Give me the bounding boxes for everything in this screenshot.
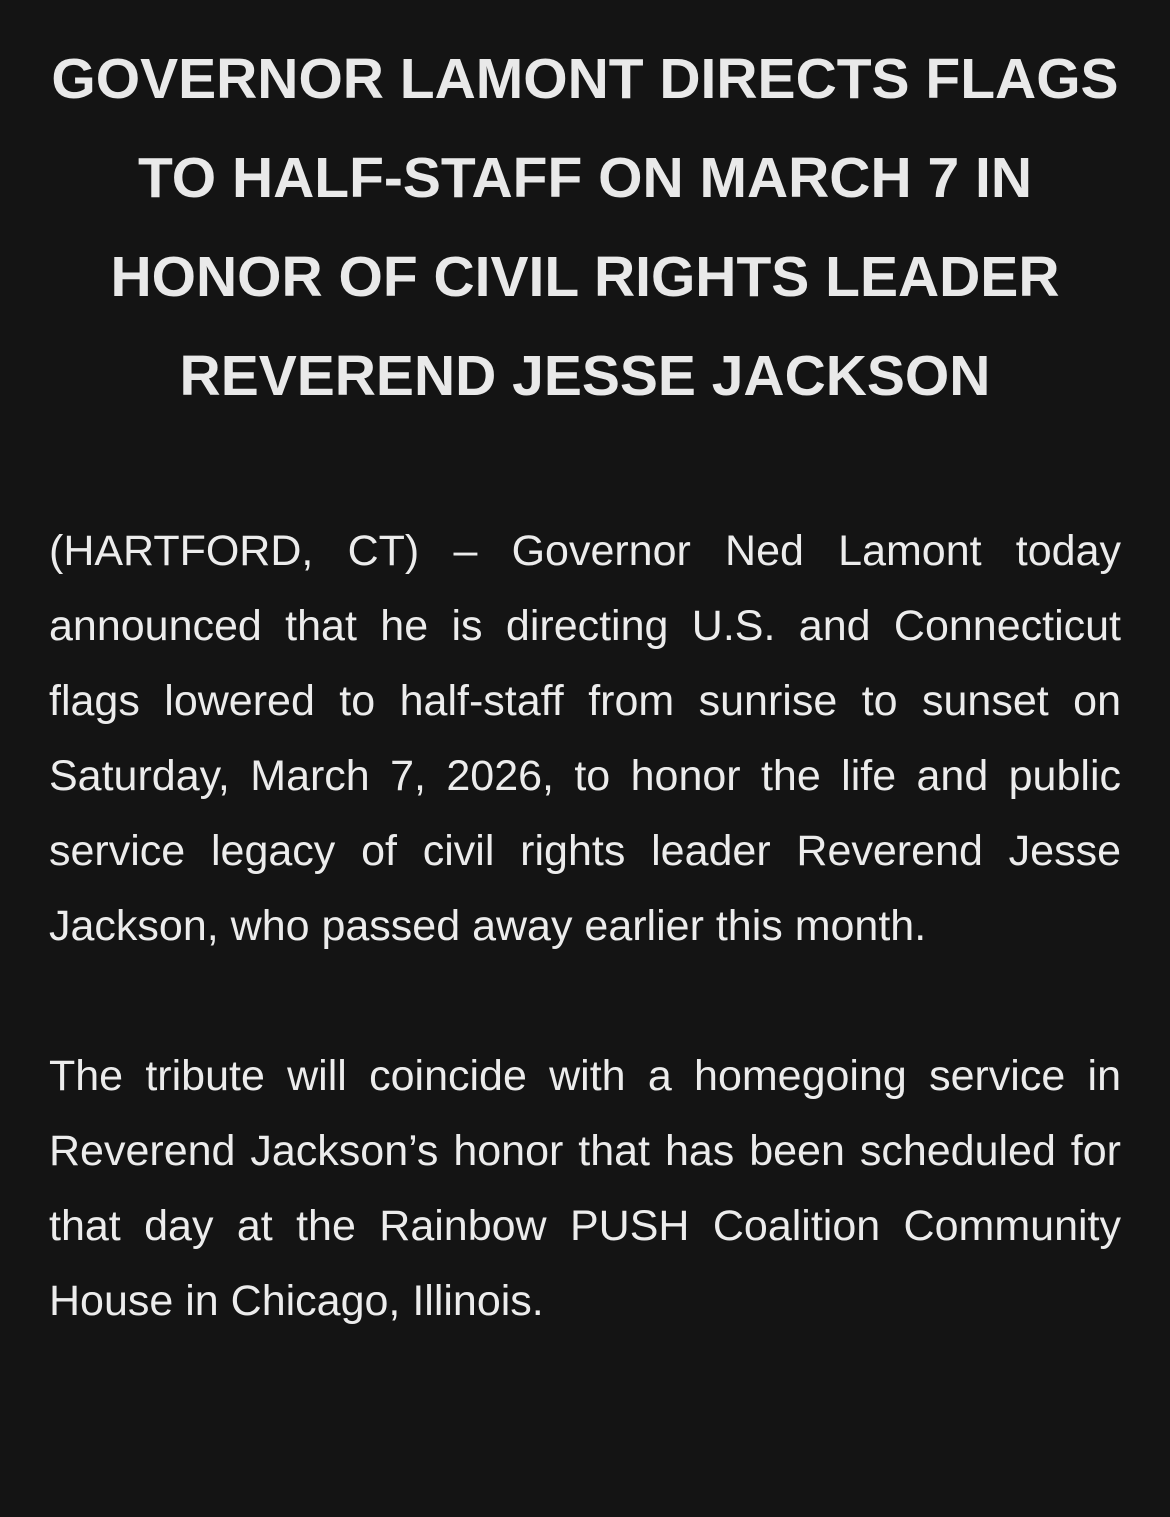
headline: GOVERNOR LAMONT DIRECTS FLAGS TO HALF-STAFF ON MARCH 7 IN HONOR OF CIVIL RIGHTS LEADER REVEREND JESSE JACKSON	[51, 47, 1119, 408]
press-release-article	[49, 0, 1121, 1339]
body-paragraph-tribute: The tribute will coincide with a homegoing service in Reverend Jackson’s honor that has been scheduled for that day at the Rainbow PUSH Coalition Community House in Chicago, Illinois.	[49, 1052, 1121, 1325]
body-paragraph-announcement: (HARTFORD, CT) – Governor Ned Lamont today announced that he is directing U.S. and Connecticut flags lowered to half-staff from sunrise to sunset on Saturday, March 7, 2026, to honor the life and public service legacy of civil rights leader Reverend Jesse Jackson, who passed away earlier this month.	[49, 527, 1121, 950]
